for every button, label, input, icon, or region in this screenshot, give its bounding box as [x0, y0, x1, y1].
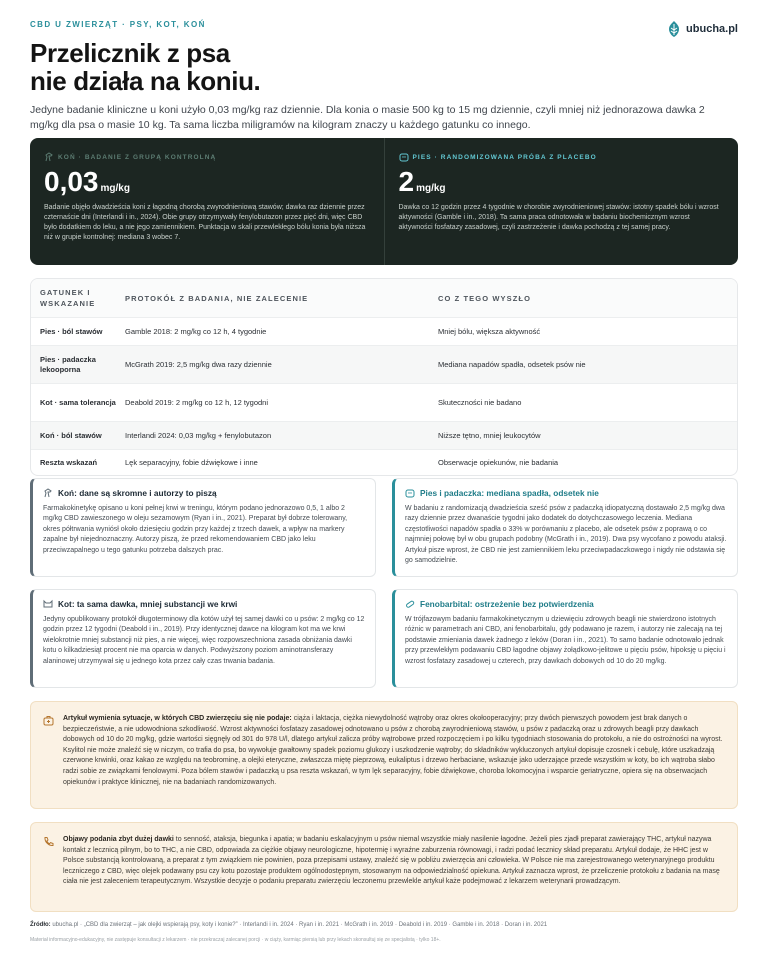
card-cat	[30, 589, 376, 688]
stat-tag-text: PIES · RANDOMIZOWANA PRÓBA Z PLACEBO	[412, 153, 597, 161]
horse-icon	[43, 488, 53, 498]
cat-icon	[43, 599, 53, 609]
card-text: Jedyny opublikowany protokół długoterminowy dla kotów użył tej samej dawki co u psów: 2 mg/kg co 12 godzin przez 12 tygodni (Deabold i in., 2019). Przy identycznej dawce na kilogram kot ma we krwi wielokrotnie mniej substancji niż pies, a nie więcej, więc rozpowszechniona zasada obniżania dawki kotu o kilkadziesiąt procent nie ma oparcia w danych. Podwyższony poziom aminotransferazy alaninowej utrzymywał się u jednego kota przez cały czas trwania badania.	[43, 616, 365, 665]
card-title	[43, 488, 365, 498]
stat-unit: mg/kg	[100, 183, 130, 194]
stat-value	[44, 167, 370, 197]
stat-number: 2	[398, 166, 415, 197]
stats-panel	[30, 138, 738, 265]
table-cell-protocol: Interlandi 2024: 0,03 mg/kg + fenylobutazon	[125, 431, 272, 440]
stat-value	[399, 167, 725, 197]
horse-icon	[44, 152, 54, 162]
table-cell-species: Koń · ból stawów	[40, 430, 102, 440]
stat-horse	[30, 138, 384, 265]
stat-tag-text: KOŃ · BADANIE Z GRUPĄ KONTROLNĄ	[58, 153, 217, 161]
table-header-row	[31, 279, 737, 317]
header	[30, 20, 738, 133]
table-cell-protocol: Gamble 2018: 2 mg/kg co 12 h, 4 tygodnie	[125, 327, 267, 336]
table-cell-species: Pies · padaczka lekooporna	[40, 354, 96, 374]
warning-text	[63, 714, 723, 788]
source-text: ubucha.pl · „CBD dla zwierząt – jak olejki wspierają psy, koty i konie?” · Interlandi i in. 2024 · Ryan i in. 2021 · McGrath i in. 2019 · Deabold i in. 2019 · Gamble i in. 2018 · Doran i in. 2021	[50, 922, 548, 928]
card-title	[405, 488, 727, 498]
warning-lead: Artykuł wymienia sytuacje, w których CBD zwierzęciu się nie podaje:	[63, 715, 292, 722]
table-cell-result: Obserwacje opiekunów, nie badania	[438, 458, 559, 467]
logo-text: ubucha.pl	[686, 23, 738, 35]
card-text: W badaniu z randomizacją dwadzieścia sześć psów z padaczką idiopatyczną dostawało 2,5 mg/kg dwa razy dziennie przez dwanaście tygodni jako dodatek do dotychczasowego leczenia. Mediana częstotliwości napadów spadła o 33% w porównaniu z placebo, ale odsetek psów z poprawą o co najmniej połowę był w obu grupach podobny (McGrath i in., 2019). Dwa psy wycofano z powodu ataksji. Artykuł pisze wprost, że CBD nie jest zamiennikiem leku przeciwpadaczkowego i nigdy nie odstawia się go samodzielnie.	[405, 505, 727, 565]
stat-text: Badanie objęło dwadzieścia koni z łagodną chorobą zwyrodnieniową stawów; dawka raz dziennie przez czternaście dni (Interlandi i in., 2024). Obie grupy otrzymywały fenylobutazon przez pięć dni, więc CBD było dodatkiem do leku, a nie jego zamiennikiem. Punktacja w skali przewlekłego bólu konia była niższa niż w grupie kontrolnej: mediana 3 wobec 7.	[44, 204, 366, 241]
kicker: CBD U ZWIERZĄT · PSY, KOT, KOŃ	[30, 20, 206, 29]
table-header-cell: GATUNEK I WSKAZANIE	[40, 288, 96, 308]
warning-overdose	[30, 822, 738, 912]
stat-unit: mg/kg	[416, 183, 446, 194]
table-cell-protocol: Deabold 2019: 2 mg/kg co 12 h, 12 tygodni	[125, 398, 269, 407]
table-row	[31, 345, 737, 383]
title-line-1: Przelicznik z psa	[30, 38, 230, 68]
lede: Jedyne badanie kliniczne u koni użyło 0,03 mg/kg raz dziennie. Dla konia o masie 500 kg to 15 mg dziennie, czyli mniej niż jednorazowa dawka 2 mg/kg dla psa o masie 10 kg. Ta sama liczba miligramów na kilogram znaczy u każdego gatunku co innego.	[30, 104, 705, 131]
table-row	[31, 383, 737, 421]
table-cell-result: Niższe tętno, mniej leukocytów	[438, 431, 541, 440]
card-title-text: Pies i padaczka: mediana spadła, odsetek nie	[420, 488, 599, 498]
medical-bag-icon	[43, 715, 54, 726]
table-header-cell: PROTOKÓŁ Z BADANIA, NIE ZALECENIE	[125, 293, 309, 303]
stat-tag	[399, 152, 725, 162]
table-header-cell: CO Z TEGO WYSZŁO	[438, 293, 532, 303]
table-row	[31, 317, 737, 345]
source-label: Źródło:	[30, 922, 51, 928]
stat-text: Dawka co 12 godzin przez 4 tygodnie w chorobie zwyrodnieniowej stawów: istotny spadek bólu i wzrost aktywności (Gamble i in., 2018). Ta sama praca odnotowała w badaniu biochemicznym wzrost aktywności fosfatazy zasadowej, czyli zastrzeżenie i dawka pochodzą z tej samej pracy.	[398, 204, 719, 231]
source-line	[30, 922, 738, 928]
logo-mark-icon	[666, 20, 682, 38]
table-cell-result: Skuteczności nie badano	[438, 398, 522, 407]
disclaimer: Materiał informacyjno-edukacyjny, nie zastępuje konsultacji z lekarzem · nie przekraczaj zalecanej porcji · w ciąży, karmiąc piersią lub przy lekach skonsultuj się ze specjalistą · tylko 18+.	[30, 937, 441, 943]
table-cell-result: Mniej bólu, większa aktywność	[438, 327, 541, 336]
card-title	[43, 599, 365, 609]
warning-body: ciąża i laktacja, ciężka niewydolność wątroby oraz okres okołooperacyjny; przy dwóch pierwszych powodem jest brak danych o bezpieczeństwie, a nie udowodniona szkodliwość. Wzrost aktywności fosfatazy zasadowej odnotowano u psów z chorobą zwyrodnieniową stawów, u psów z padaczką oraz u zdrowych beagli przy dawkach dobowych od 10 do 20 mg/kg, gdzie wartości sięgnęły od 301 do 978 U/l, dlatego artykuł zalicza próby wątrobowe przed rozpoczęciem i po kilku tygodniach stosowania do protokołu, a nie do ostrożności na wyrost. Ksylitol nie może znaleźć się w niczym, co trafia do psa, bo wywołuje gwałtowny spadek poziomu glukozy i uszkodzenie wątroby; do składników wykluczonych artykuł dopisuje czosnek i cebulę, które uszkadzają czerwone krwinki, oraz kakao ze względu na teobrominę, a olejki eteryczne, zwłaszcza miętę pieprzową, eukaliptus i drzewo herbaciane, wskazuje jako uderzające przede wszystkim w koty, bo ich wątroba słabo radzi sobie ze związkami fenolowymi. Poza bólem stawów i padaczką u psa reszta wskazań, w tym lęk separacyjny, fobie dźwiękowe, choroba lokomocyjna i wsparcie geriatryczne, opiera się na obserwacjach opiekunów i praktyce klinicznej, nie na badaniach randomizowanych.	[63, 715, 723, 786]
dog-icon	[399, 152, 409, 162]
table-cell-species: Pies · ból stawów	[40, 326, 103, 336]
warning-lead: Objawy podania zbyt dużej dawki	[63, 836, 174, 843]
phone-icon	[43, 836, 54, 847]
stat-tag	[44, 152, 370, 162]
table-cell-species: Kot · sama tolerancja	[40, 397, 116, 407]
table-cell-protocol: Lęk separacyjny, fobie dźwiękowe i inne	[125, 458, 258, 467]
card-title-text: Kot: ta sama dawka, mniej substancji we krwi	[58, 599, 238, 609]
warning-text	[63, 835, 723, 888]
warning-contraindications	[30, 701, 738, 809]
card-title-text: Koń: dane są skromne i autorzy to piszą	[58, 488, 217, 498]
logo[interactable]	[666, 20, 738, 38]
stat-dog	[384, 138, 739, 265]
card-text: Farmakokinetykę opisano u koni pełnej krwi w treningu, którym podano jednorazowo 0,5, 1 albo 2 mg/kg CBD zawieszonego w oleju sezamowym (Ryan i in., 2021). Preparat był dobrze tolerowany, okres półtrwania wyniósł około dziesięciu godzin przy każdej z trzech dawek, a wpływ na markery zapalne był niejednoznaczny. Autorzy piszą, że przed rekomendowaniem CBD jako leku przeciwzapalnego u tego gatunku potrzeba dalszych prac.	[43, 505, 348, 554]
card-phenobarbital	[392, 589, 738, 688]
table-cell-protocol: McGrath 2019: 2,5 mg/kg dwa razy dziennie	[125, 360, 272, 369]
page-title	[30, 39, 738, 95]
table-row	[31, 421, 737, 449]
card-title	[405, 599, 727, 609]
card-dog-epilepsy	[392, 478, 738, 577]
table-cell-species: Reszta wskazań	[40, 457, 98, 467]
card-horse	[30, 478, 376, 577]
title-line-2: nie działa na koniu.	[30, 66, 261, 96]
warning-body: to senność, ataksja, biegunka i apatia; w badaniu eskalacyjnym u psów niemal wszystkie miały nasilenie łagodne. Jeżeli pies zjadł preparat zawierający THC, artykuł nazywa kontakt z lecznicą pilnym, bo to THC, a nie CBD, odpowiada za ciężkie objawy neurologiczne, hipotermię i wyraźne zaburzenia równowagi, i radzi podać lecznicy skład preparatu. Artykuł dodaje, że HHC jest w Polsce substancją kontrolowaną, a preparat z tym związkiem nie powinien, poza przepisami ustawy, znaleźć się w pobliżu zwierzęcia ani człowieka. W Polsce nie ma zarejestrowanego weterynaryjnego produktu leczniczego z CBD, więc olejek podawany psu czy kotu pozostaje produktem ogólnodostępnym, stosowanym na odpowiedzialność opiekuna. Artykuł zaznacza wprost, że przeliczenie protokołu z badania na masę ciała nie jest zaleceniem terapeutycznym. Wszystkie decyzje o podaniu preparatu zwierzęciu leczonemu przewlekle artykuł każe podejmować z lekarzem weterynarii prowadzącym.	[63, 836, 720, 886]
card-text: W trójfazowym badaniu farmakokinetycznym u dziewięciu zdrowych beagli nie stwierdzono istotnych różnic w parametrach ani CBD, ani fenobarbitalu, gdy podawano je razem, i autorzy nie zalecają na tej podstawie zmieniania dawek żadnego z leków (Doran i in., 2021). To samo badanie odnotowało jednak przy przewlekłym podawaniu CBD łagodne objawy żołądkowo-jelitowe u pięciu psów, hipoksję u pięciu i wzrost fosfatazy zasadowej u czterech, przy dawkach dobowych od 10 do 20 mg/kg.	[405, 616, 726, 665]
table-cell-result: Mediana napadów spadła, odsetek psów nie	[438, 360, 586, 369]
card-title-text: Fenobarbital: ostrzeżenie bez potwierdzenia	[420, 599, 594, 609]
stat-number: 0,03	[44, 166, 99, 197]
dog-icon	[405, 488, 415, 498]
protocol-table	[30, 278, 738, 476]
table-row	[31, 449, 737, 475]
pill-icon	[405, 599, 415, 609]
